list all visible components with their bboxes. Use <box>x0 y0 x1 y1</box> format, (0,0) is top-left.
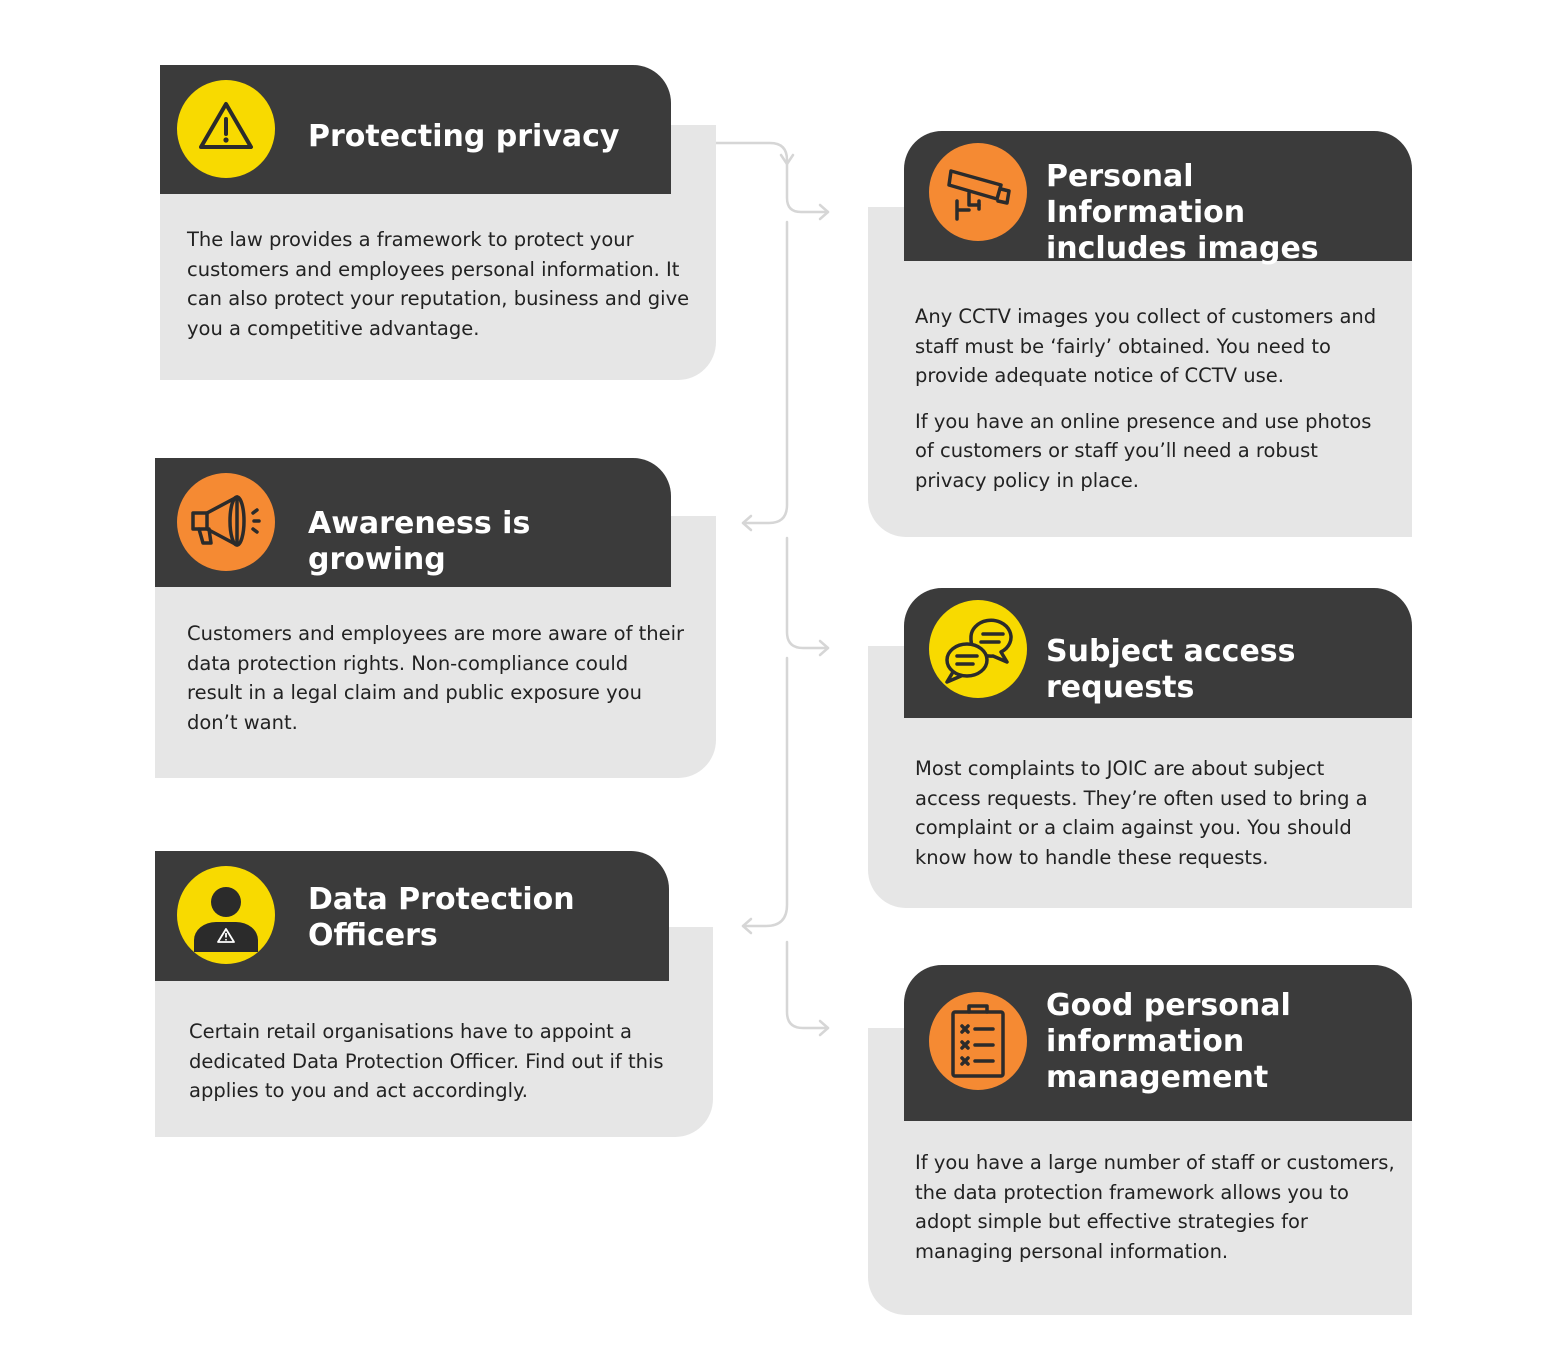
card-text <box>915 1148 1405 1282</box>
card-title: Protecting privacy <box>308 119 620 154</box>
cctv-camera-icon <box>929 143 1027 241</box>
card-paragraph: Customers and employees are more aware of their data protection rights. Non-compliance could result in a legal claim and public exposure you don’t want. <box>187 622 685 734</box>
card-text <box>189 1017 689 1122</box>
card-good-personal-information-management <box>868 965 1412 1315</box>
card-paragraph: The law provides a framework to protect your customers and employees personal information. It can also protect your reputation, business and give you a competitive advantage. <box>187 228 690 340</box>
card-awareness-growing <box>155 458 716 778</box>
card-paragraph: If you have a large number of staff or customers, the data protection framework allows you to adopt simple but effective strategies for managing personal information. <box>915 1151 1395 1263</box>
card-personal-information-images <box>868 131 1412 537</box>
checklist-clipboard-icon <box>929 992 1027 1090</box>
card-text <box>915 754 1395 888</box>
card-paragraph: Certain retail organisations have to appoint a dedicated Data Protection Officer. Find out if this applies to you and act accordingly. <box>189 1020 664 1102</box>
card-title: Data Protection Officers <box>308 882 575 953</box>
megaphone-icon <box>177 473 275 571</box>
card-title: Good personal information management <box>1046 988 1291 1095</box>
card-text <box>187 225 699 359</box>
card-subject-access-requests <box>868 588 1412 908</box>
card-text <box>915 302 1395 511</box>
officer-person-icon <box>177 866 275 964</box>
card-text <box>187 619 687 753</box>
card-paragraph: Any CCTV images you collect of customers and staff must be ‘fairly’ obtained. You need to provide adequate notice of CCTV use. <box>915 305 1377 387</box>
card-paragraph: Most complaints to JOIC are about subject access requests. They’re often used to bring a complaint or a claim against you. You should know how to handle these requests. <box>915 757 1368 869</box>
card-protecting-privacy <box>160 65 716 380</box>
warning-icon <box>177 80 275 178</box>
card-paragraph: If you have an online presence and use photos of customers or staff you’ll need a robust privacy policy in place. <box>915 409 1372 492</box>
card-title: Subject access requests <box>1046 634 1296 705</box>
card-title: Awareness is growing <box>308 506 531 577</box>
card-title: Personal Information includes images <box>1046 159 1319 266</box>
card-data-protection-officers <box>155 851 713 1137</box>
speech-bubbles-icon <box>929 600 1027 698</box>
